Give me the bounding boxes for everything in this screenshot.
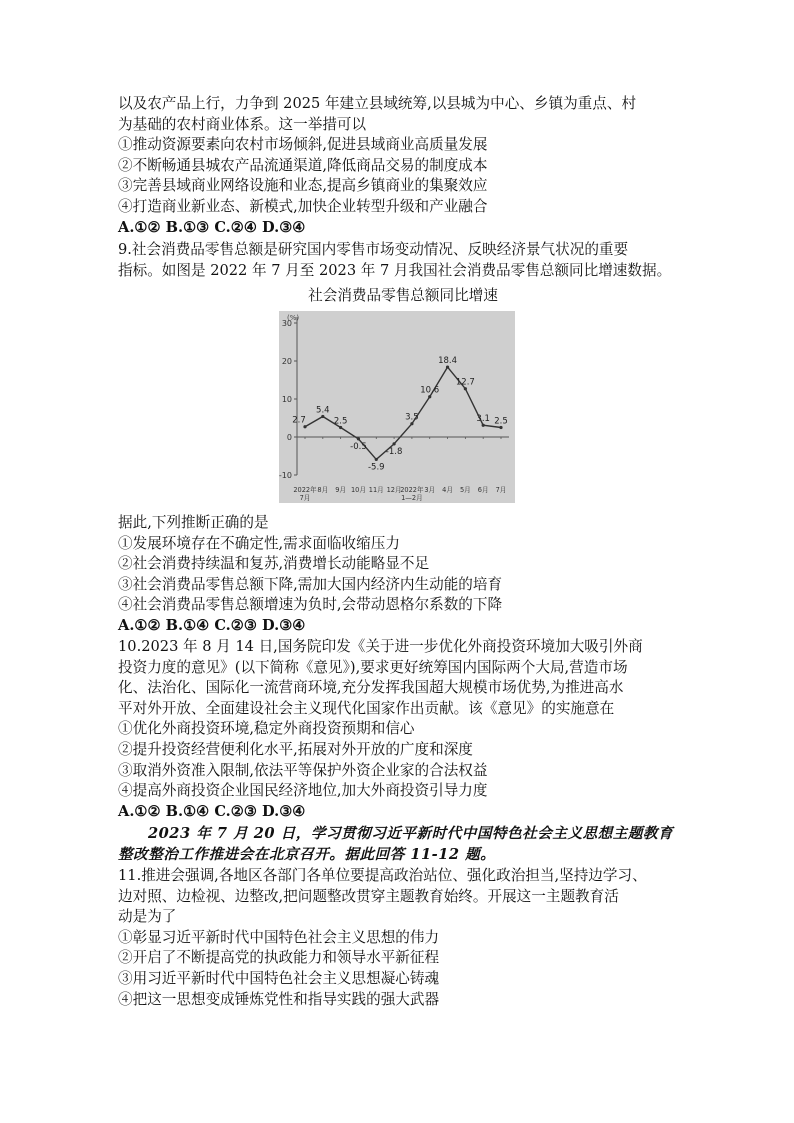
y-tick-label: -10: [279, 471, 292, 480]
question-9-option-3: ③社会消费品零售总额下降,需加大国内经济内生动能的培育: [118, 575, 503, 593]
question-10-option-3: ③取消外资准入限制,依法平等保护外资企业家的合法权益: [118, 761, 488, 779]
data-label: -1.8: [385, 446, 403, 457]
question-11-stem-line: 边对照、边检视、边整改,把问题整改贯穿主题教育始终。开展这一主题教育活: [118, 887, 619, 905]
question-9-choices: A.①② B.①④ C.②③ D.③④: [118, 616, 306, 634]
question-11-option-2: ②开启了不断提高党的执政能力和领导水平新征程: [118, 949, 440, 967]
data-label: 18.4: [438, 356, 458, 367]
x-tick-label: 9月: [335, 486, 347, 494]
data-point: [357, 437, 360, 440]
question-8-stem-line: 以及农产品上行，力争到 2025 年建立县域统筹,以县城为中心、乡镇为重点、村: [118, 95, 637, 112]
question-9-option-2: ②社会消费持续温和复苏,消费增长动能略显不足: [118, 555, 430, 573]
question-9-stem-line-2: 指标。如图是 2022 年 7 月至 2023 年 7 月我国社会消费品零售总额同比增速数据。: [118, 261, 672, 279]
data-label: -0.5: [350, 441, 367, 452]
data-point: [375, 458, 378, 461]
question-10-option-1: ①优化外商投资环境,稳定外商投资预期和信心: [118, 720, 415, 738]
question-8-option-4: ④打造商业新业态、新模式,加快企业转型升级和产业融合: [118, 197, 488, 215]
x-tick-label: 3月: [424, 486, 436, 494]
question-9-option-1: ①发展环境存在不确定性,需求面临收缩压力: [118, 534, 400, 552]
question-8-option-3: ③完善县域商业网络设施和业态,提高乡镇商业的集聚效应: [118, 177, 488, 195]
intro-line-2: 整改整治工作推进会在北京召开。据此回答 11-12 题。: [118, 845, 496, 863]
data-label: 2.5: [494, 416, 508, 427]
y-tick-label: 10: [281, 395, 292, 404]
data-label: 12.7: [455, 377, 475, 388]
question-10-stem-line: 10.2023 年 8 月 14 日,国务院印发《关于进一步优化外商投资环境加大吸引外商: [118, 638, 643, 655]
y-tick-label: 30: [281, 319, 292, 328]
question-11-stem-line: 11.推进会强调,各地区各部门各单位要提高政治站位、强化政治担当,坚持边学习、: [118, 867, 647, 884]
data-label: 10.6: [420, 385, 440, 396]
question-9-option-4: ④社会消费品零售总额增速为负时,会带动恩格尔系数的下降: [118, 596, 503, 614]
x-tick-label-line2: 1—2月: [401, 494, 423, 502]
x-tick-labels: [293, 485, 506, 502]
x-tick-label: 11月: [368, 486, 384, 494]
question-8-tail: [118, 94, 688, 238]
question-10-stem-line: 投资力度的意见》(以下简称《意见》),要求更好统筹国内国际两个大局,营造市场: [118, 658, 628, 676]
question-10-option-2: ②提升投资经营便利化水平,拓展对外开放的广度和深度: [118, 740, 473, 758]
question-11: [118, 866, 688, 1010]
data-label: 5.4: [316, 405, 330, 416]
question-9-stem-line-1: 9.社会消费品零售总额是研究国内零售市场变动情况、反映经济景气状况的重要: [118, 241, 629, 258]
question-8-stem-line: 为基础的农村商业体系。这一举措可以: [118, 115, 367, 133]
question-11-stem-line: 动是为了: [118, 908, 177, 926]
data-label: 3.5: [405, 412, 419, 423]
question-8-choices: A.①② B.①③ C.②④ D.③④: [118, 218, 306, 236]
x-tick-label: 10月: [350, 486, 366, 494]
y-tick-label: 20: [281, 357, 292, 366]
question-9-stem: [118, 240, 688, 281]
data-label: 2.5: [333, 416, 348, 427]
question-11-option-3: ③用习近平新时代中国特色社会主义思想凝心铸魂: [118, 969, 440, 987]
question-11-option-1: ①彰显习近平新时代中国特色社会主义思想的伟力: [118, 928, 440, 946]
data-labels: [292, 356, 508, 472]
data-label: 3.1: [476, 414, 490, 425]
x-tick-label: 2022年: [293, 486, 317, 494]
x-tick-label: 8月: [317, 486, 329, 494]
question-9-prompt: 据此,下列推断正确的是: [118, 514, 269, 531]
question-11-option-4: ④把这一思想变成锤炼党性和指导实践的强大武器: [118, 990, 440, 1008]
question-10-choices: A.①② B.①④ C.②③ D.③④: [118, 802, 306, 820]
chart-title: 社会消费品零售总额同比增速: [308, 287, 498, 304]
x-tick-label: 2022年: [400, 486, 424, 494]
intro-11-12: [118, 824, 688, 865]
y-axis-unit: (%): [287, 314, 300, 322]
question-8-option-2: ②不断畅通县城农产品流通渠道,降低商品交易的制度成本: [118, 156, 488, 174]
line-chart: [279, 311, 515, 503]
y-tick-labels: [279, 319, 292, 480]
data-point: [392, 442, 395, 445]
x-tick-label: 12月: [386, 486, 402, 494]
intro-line-1: 2023 年 7 月 20 日，学习贯彻习近平新时代中国特色社会主义思想主题教育: [148, 825, 674, 842]
x-tick-label: 4月: [442, 486, 453, 494]
data-label: -5.9: [367, 462, 385, 473]
x-tick-label: 7月: [495, 486, 507, 494]
data-label: 2.7: [292, 415, 306, 426]
question-9-body: [118, 513, 688, 637]
x-tick-label: 6月: [477, 486, 489, 494]
question-10-stem-line: 化、法治化、国际化一流营商环境,充分发挥我国超大规模市场优势,为推进高水: [118, 679, 624, 697]
question-10-stem-line: 平对外开放、全面建设社会主义现代化国家作出贡献。该《意见》的实施意在: [118, 699, 615, 717]
line-chart-svg: [279, 311, 515, 503]
question-10-option-4: ④提高外商投资企业国民经济地位,加大外商投资引导力度: [118, 782, 488, 800]
question-8-option-1: ①推动资源要素向农村市场倾斜,促进县域商业高质量发展: [118, 136, 488, 154]
x-tick-label: 5月: [459, 486, 471, 494]
question-10: [118, 637, 688, 822]
y-tick-label: 0: [286, 433, 292, 442]
x-tick-label-line2: 7月: [299, 494, 311, 502]
